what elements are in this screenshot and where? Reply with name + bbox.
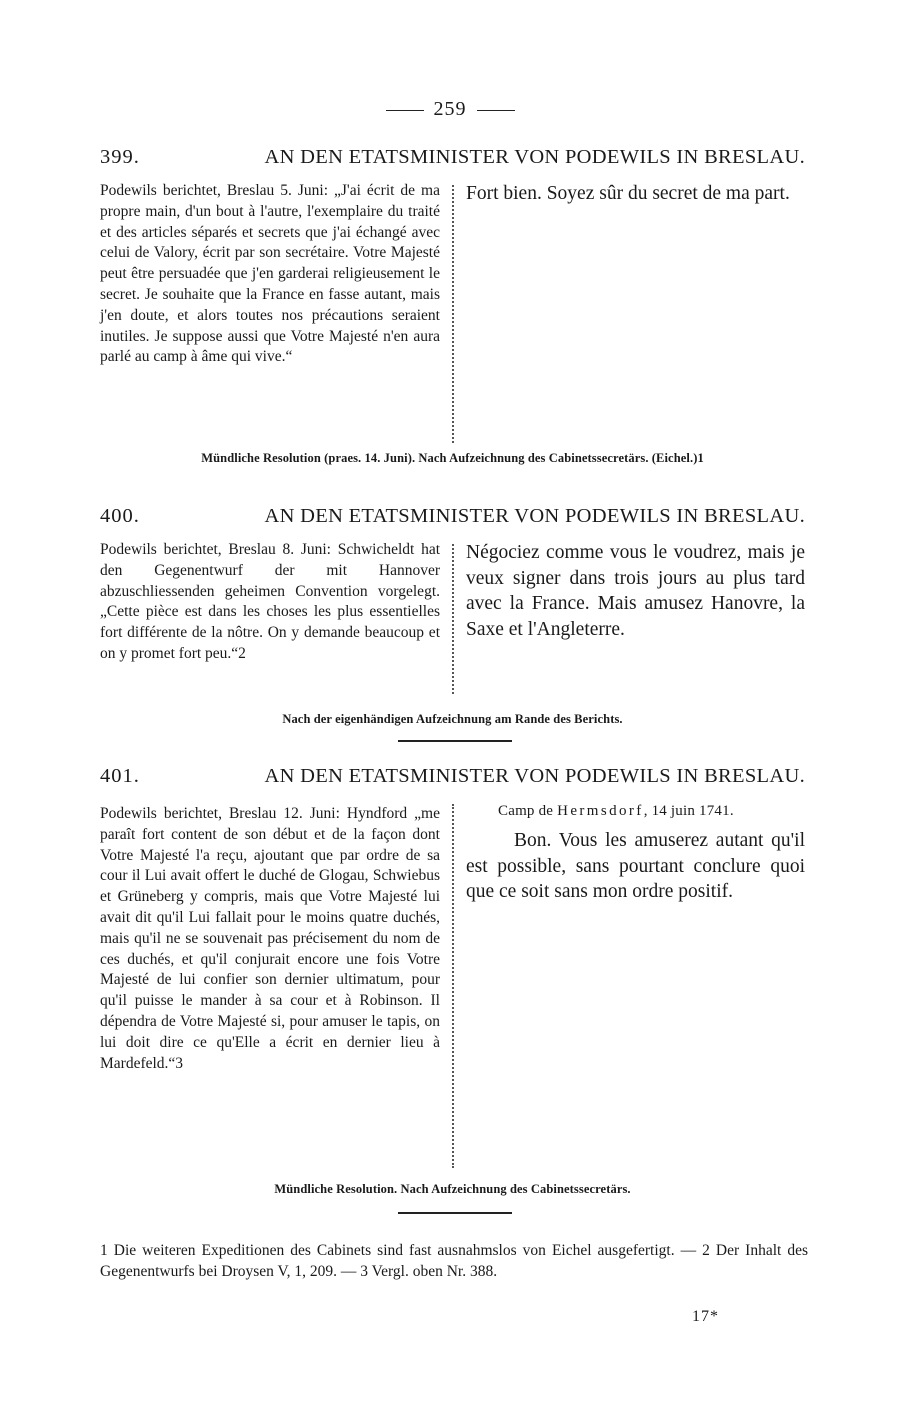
column-separator xyxy=(452,544,454,694)
king-response: Bon. Vous les amuserez autant qu'il est possible, sans pourtant conclure quoi que ce soit sans mon ordre positif. xyxy=(466,830,805,903)
document-400 xyxy=(100,505,805,726)
resolution-note: Mündliche Resolution (praes. 14. Juni). Nach Aufzeichnung des Cabinetssecretärs. (Eichel.)1 xyxy=(201,451,704,465)
report-summary: Podewils berichtet, Breslau 8. Juni: Schwicheldt hat den Gegenentwurf der mit Hannover abzuschliessenden geheimen Convention vorgelegt. „Cette pièce est dans les choses les plus essentielles fort différente de la nôtre. On y demande beaucoup et on y promet fort peu.“2 xyxy=(100,541,440,662)
resolution-note: Nach der eigenhändigen Aufzeichnung am Rande des Berichts. xyxy=(282,712,623,726)
document-399 xyxy=(100,146,805,465)
document-heading xyxy=(100,146,805,169)
column-separator xyxy=(452,185,454,443)
page-number: 259 xyxy=(0,98,900,121)
place-date-line: Camp de Hermsdorf, 14 juin 1741. xyxy=(498,803,734,819)
report-summary: Podewils berichtet, Breslau 5. Juni: „J'ai écrit de ma propre main, d'un bout à l'autre, l'exemplaire du traité et des articles séparés et secrets que j'ai échangé avec celui de Valory, écrit par son secrétaire. Votre Majesté peut être persuadée que j'en garderai religieusement le secret. Je souhaite que la France en fasse autant, mais j'en doute, et alors toutes nos précautions seraient inutiles. Je suppose aussi que Votre Majesté n'en aura parlé au camp à âme qui vive.“ xyxy=(100,182,440,366)
resolution-note: Mündliche Resolution. Nach Aufzeichnung des Cabinetssecretärs. xyxy=(274,1182,631,1196)
footnotes: 1 Die weiteren Expeditionen des Cabinets sind fast ausnahmslos von Eichel ausgefertigt. — 2 Der Inhalt des Gegenentwurfs bei Droysen V, 1, 209. — 3 Vergl. oben Nr. 388. xyxy=(100,1242,808,1280)
signature-mark: 17* xyxy=(692,1308,719,1325)
section-rule xyxy=(398,740,512,742)
document-title: AN DEN ETATSMINISTER VON PODEWILS IN BRESLAU. xyxy=(264,505,805,527)
document-title: AN DEN ETATSMINISTER VON PODEWILS IN BRESLAU. xyxy=(264,146,805,168)
place-name: Hermsdorf xyxy=(557,803,644,819)
king-response: Fort bien. Soyez sûr du secret de ma part. xyxy=(466,183,790,204)
section-rule xyxy=(398,1212,512,1214)
document-401 xyxy=(100,765,805,1196)
king-response: Négociez comme vous le voudrez, mais je veux signer dans trois jours au plus tard avec la France. Mais amusez Hanovre, la Saxe et l'Angleterre. xyxy=(466,542,805,640)
response-block xyxy=(466,800,805,905)
report-summary: Podewils berichtet, Breslau 12. Juni: Hyndford „me paraît fort content de son début et de la façon dont Votre Majesté l'a reçu, ajoutant que par ordre de sa cour il Lui avait offert le duché de Glogau, Schwiebus et Grüneberg y compris, mais que Votre Majesté lui avait dit qu'il Lui fallait pour le moins quatre duchés, mais qu'il ne se souvenait pas précisement du nom de ces duchés, et qu'il conjurait encore une fois Votre Majesté de lui confier son dernier ultimatum, pour qu'il puisse le mander à sa cour et à Robinson. Il dépendra de Votre Majesté si, pour amuser le tapis, on lui doit dire ce qu'Elle a écrit en dernier lieu à Mardefeld.“3 xyxy=(100,805,440,1072)
document-heading xyxy=(100,765,805,788)
column-separator xyxy=(452,804,454,1168)
document-number: 401. xyxy=(100,765,140,787)
document-title: AN DEN ETATSMINISTER VON PODEWILS IN BRESLAU. xyxy=(264,765,805,787)
page-number-rule-right xyxy=(477,110,515,111)
document-number: 399. xyxy=(100,146,140,168)
document-number: 400. xyxy=(100,505,140,527)
page-number-rule-left xyxy=(386,110,424,111)
document-heading xyxy=(100,505,805,528)
